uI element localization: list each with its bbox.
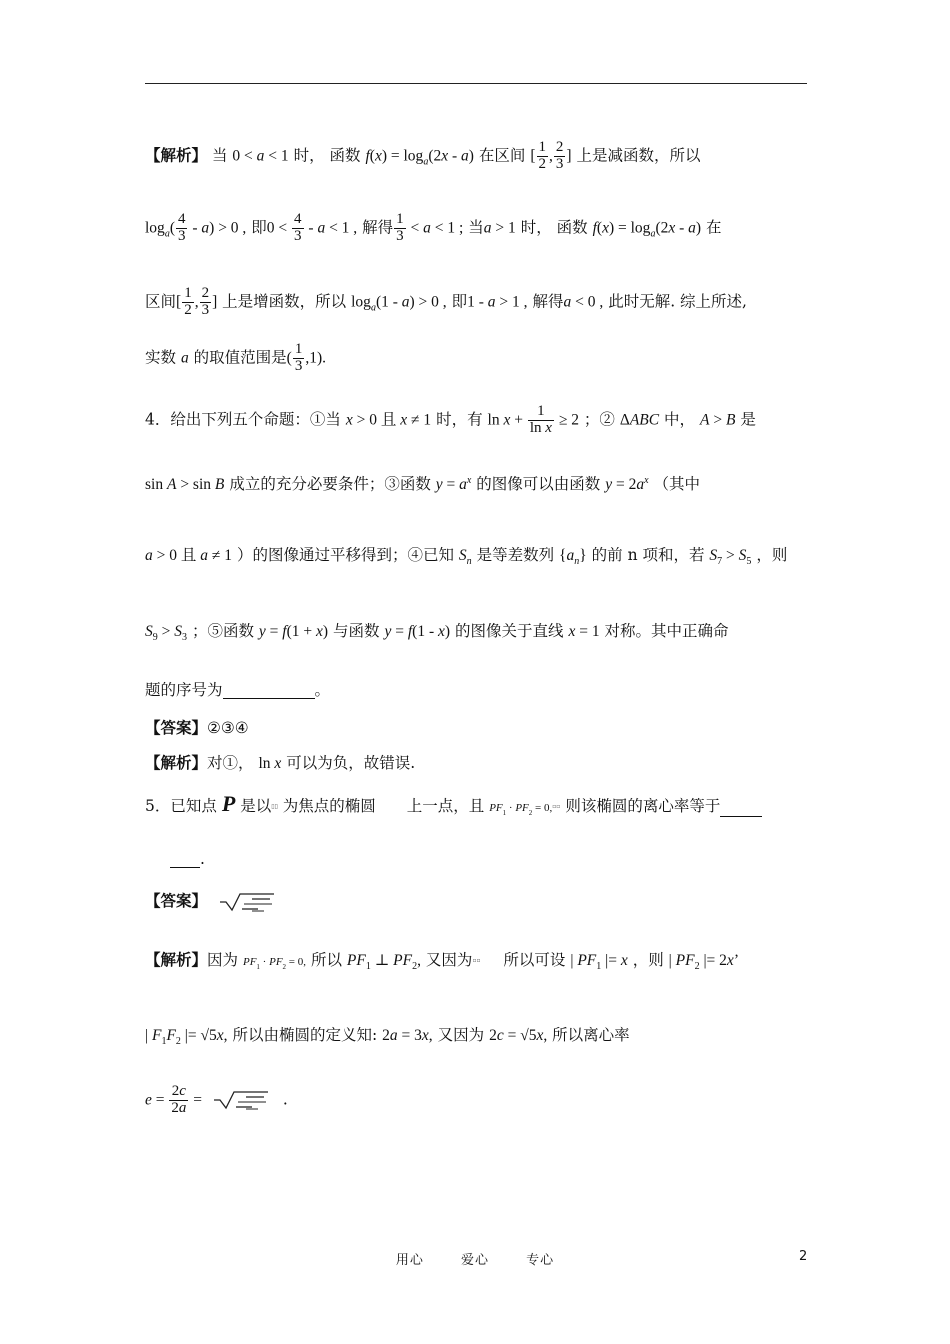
answer-text: ②③④ <box>207 719 249 737</box>
q5-analysis-line-1: 【解析】因为 $PF_1 \cdot PF_2 = 0$, 所以 $PF_1$ ⊥ $PF_2$, 又因为▫▫ 所以可设 | $PF_1$ |= x ，则 | $PF_2$ |= 2x’ <box>145 950 739 973</box>
page-number: 2 <box>799 1249 808 1264</box>
analysis-label: 【解析】 <box>145 950 208 969</box>
analysis-label: 【解析】 <box>145 145 208 165</box>
q4-line-2: sin A > sin B 成立的充分必要条件；③函数 $y = a^x$ 的图像可以由函数 $y = 2a^x$ （其中 <box>145 475 701 494</box>
placeholder-image: ▯▯ <box>271 803 278 810</box>
q5-line-2: . <box>170 852 835 868</box>
analysis-label: 【解析】 <box>145 753 208 772</box>
footer-item: 用心 <box>395 1253 424 1268</box>
placeholder-image: ▫▫ <box>472 957 481 964</box>
q5-analysis-line-3: e = $\frac{2c}{2a}$ = . <box>145 1083 288 1116</box>
sol3-line-1: 【解析】 当 0 < a < 1 时， 函数 $f(x) = \log_a(2x - a)$ 在区间 [ $\frac{1}{2}$ , $\frac{2}{3}$ ] 上是减函数，所以 <box>145 139 701 172</box>
sol3-line-3: 区间[ $\frac{1}{2}$ , $\frac{2}{3}$ ] 上是增函数，所以 $\log_a(1 - a) > 0$ , 即1 - a > 1 , 解得a < 0 , 此时无解. 综上所述, <box>145 285 747 318</box>
result-formula-image <box>206 1088 272 1112</box>
q5-line-1: 5．已知点 P 是以▯▯ 为焦点的椭圆 上一点，且 $PF_1 \cdot PF_2$ = 0,▫▫ 则该椭圆的离心率等于 <box>145 793 810 817</box>
answer-label: 【答案】 <box>145 718 208 737</box>
q4-line-3: a > 0 且 a ≠ 1 ）的图像通过平移得到；④已知 $S_n$ 是等差数列 $\{a_n\}$ 的前 n 项和，若 $S_7 > S_5$ ，则 <box>145 546 788 568</box>
q5-analysis-line-2: | $F_1F_2$ |= √5x, 所以由椭圆的定义知: 2a = 3x, 又因为 2c = √5x, 所以离心率 <box>145 1026 630 1048</box>
answer-blank-continued <box>170 855 200 868</box>
placeholder-image: ▫▫ <box>552 803 561 810</box>
sol3-line-4: 实数 a 的取值范围是( $\frac{1}{3}$ ,1). <box>145 341 326 374</box>
page-footer <box>0 1249 950 1268</box>
q4-line-5: 题的序号为 。 <box>145 681 331 699</box>
answer-formula-image <box>212 890 278 914</box>
footer-item: 专心 <box>526 1253 555 1268</box>
answer-blank <box>720 804 762 817</box>
q4-line-4: $S_9 > S_3$ ；⑤函数 y = f(1 + x) 与函数 y = f(1 - x) 的图像关于直线 x = 1 对称。其中正确命 <box>145 622 729 644</box>
header-rule <box>145 83 807 84</box>
answer-label: 【答案】 <box>145 891 208 910</box>
q5-answer <box>145 890 810 914</box>
sol3-line-2: $\log_a$( $\frac{4}{3}$ - a) > 0 , 即0 < $\frac{4}{3}$ - a < 1 , 解得 $\frac{1}{3}$ < a < 1 ; 当a > 1 时， 函数 $f(x) = \log_a(2x - a)$ 在 <box>145 211 722 244</box>
q4-analysis: 【解析】对①， ln x 可以为负，故错误. <box>145 753 416 772</box>
fraction: $\frac{1}{2}$ <box>538 139 547 172</box>
q4-line-1: 4．给出下列五个命题：①当 x > 0 且 x ≠ 1 时，有 ln x + $\frac{1}{\text{ln x}}$ ≥ 2 ；② ΔABC 中， A > B 是 <box>145 403 756 436</box>
fraction: $\frac{2}{3}$ <box>555 139 564 172</box>
q4-answer <box>145 720 810 737</box>
footer-item: 爱心 <box>460 1253 489 1268</box>
answer-blank <box>223 684 315 699</box>
